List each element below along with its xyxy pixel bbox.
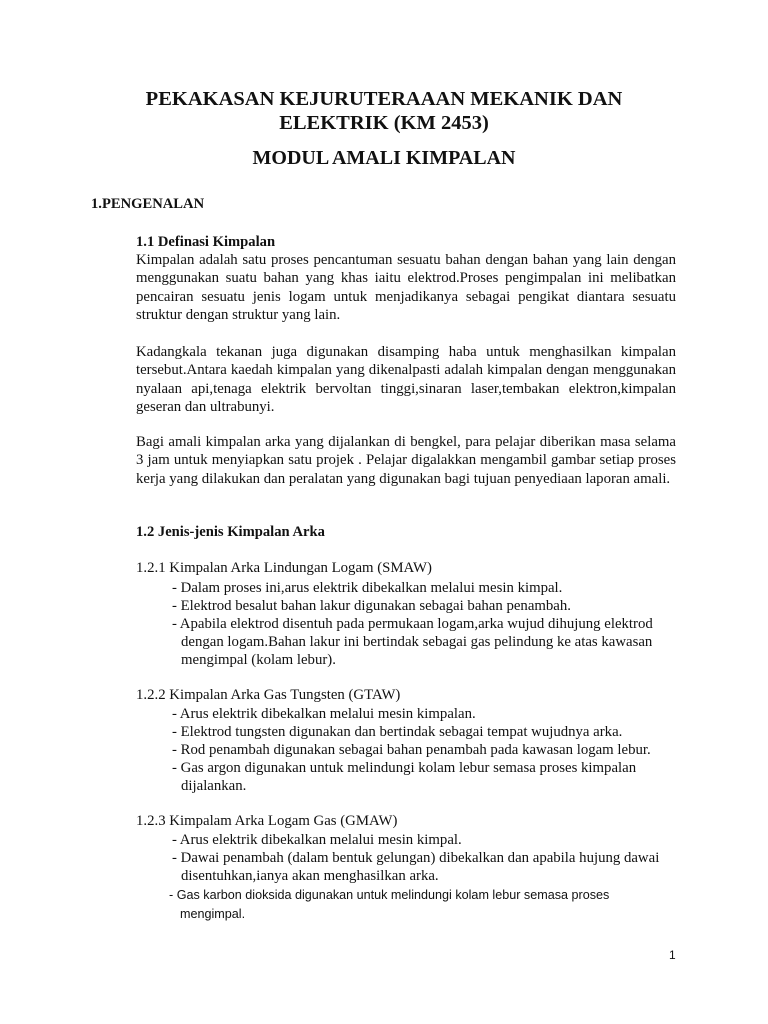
gtaw-bullet-4-cont: dijalankan.	[181, 778, 247, 794]
page-number: 1	[669, 948, 676, 962]
smaw-bullet-1: - Dalam proses ini,arus elektrik dibekalkan melalui mesin kimpal.	[172, 580, 563, 596]
smaw-bullet-3-cont2: mengimpal (kolam lebur).	[181, 652, 336, 668]
paragraph-definasi-2: Kadangkala tekanan juga digunakan disamping haba untuk menghasilkan kimpalan tersebut.Antara kaedah kimpalan yang dikenalpasti adalah kimpalan dengan menggunakan nyalaan api,tenaga elektrik bervoltan tinggi,sinaran laser,tembakan elektron,kimpalan geseran dan ultrabunyi.	[136, 344, 676, 415]
section-heading-pengenalan: 1.PENGENALAN	[91, 196, 205, 212]
gmaw-heading: 1.2.3 Kimpalam Arka Logam Gas (GMAW)	[136, 813, 398, 829]
subsection-heading-jenis: 1.2 Jenis-jenis Kimpalan Arka	[136, 524, 325, 540]
doc-title-line2: ELEKTRIK (KM 2453)	[279, 112, 489, 134]
doc-title-line1: PEKAKASAN KEJURUTERAAAN MEKANIK DAN	[145, 88, 623, 110]
doc-subtitle: MODUL AMALI KIMPALAN	[252, 147, 516, 169]
gtaw-heading: 1.2.2 Kimpalan Arka Gas Tungsten (GTAW)	[136, 687, 401, 703]
gmaw-bullet-3: - Gas karbon dioksida digunakan untuk melindungi kolam lebur semasa proses	[169, 888, 610, 902]
gmaw-bullet-2: - Dawai penambah (dalam bentuk gelungan) dibekalkan dan apabila hujung dawai	[172, 850, 660, 866]
gtaw-bullet-1: - Arus elektrik dibekalkan melalui mesin kimpalan.	[172, 706, 476, 722]
subsection-heading-definasi: 1.1 Definasi Kimpalan	[136, 234, 276, 250]
gmaw-bullet-2-cont: disentuhkan,ianya akan menghasilkan arka.	[181, 868, 439, 884]
paragraph-definasi-3: Bagi amali kimpalan arka yang dijalankan di bengkel, para pelajar diberikan masa selama 3 jam untuk menyiapkan satu projek . Pelajar digalakkan mengambil gambar setiap proses kerja yang dilakukan dan peralatan yang digunakan bagi tujuan penyediaan laporan amali.	[136, 434, 676, 487]
smaw-bullet-2: - Elektrod besalut bahan lakur digunakan sebagai bahan penambah.	[172, 598, 571, 614]
smaw-bullet-3: - Apabila elektrod disentuh pada permukaan logam,arka wujud dihujung elektrod	[172, 616, 653, 632]
smaw-heading: 1.2.1 Kimpalan Arka Lindungan Logam (SMAW)	[136, 560, 432, 576]
smaw-bullet-3-cont: dengan logam.Bahan lakur ini bertindak sebagai gas pelindung ke atas kawasan	[181, 634, 653, 650]
gmaw-bullet-3-cont: mengimpal.	[180, 907, 246, 921]
gmaw-bullet-1: - Arus elektrik dibekalkan melalui mesin kimpal.	[172, 832, 462, 848]
gtaw-bullet-4: - Gas argon digunakan untuk melindungi kolam lebur semasa proses kimpalan	[172, 760, 637, 776]
paragraph-definasi-1: Kimpalan adalah satu proses pencantuman sesuatu bahan dengan bahan yang lain dengan menggunakan suatu bahan yang khas iaitu elektrod.Proses pengimpalan ini melibatkan pencairan sesuatu jenis logam untuk menjadikanya sebagai pengikat diantara sesuatu struktur dengan struktur yang lain.	[136, 252, 676, 323]
gtaw-bullet-2: - Elektrod tungsten digunakan dan bertindak sebagai tempat wujudnya arka.	[172, 724, 623, 740]
gtaw-bullet-3: - Rod penambah digunakan sebagai bahan penambah pada kawasan logam lebur.	[172, 742, 651, 758]
